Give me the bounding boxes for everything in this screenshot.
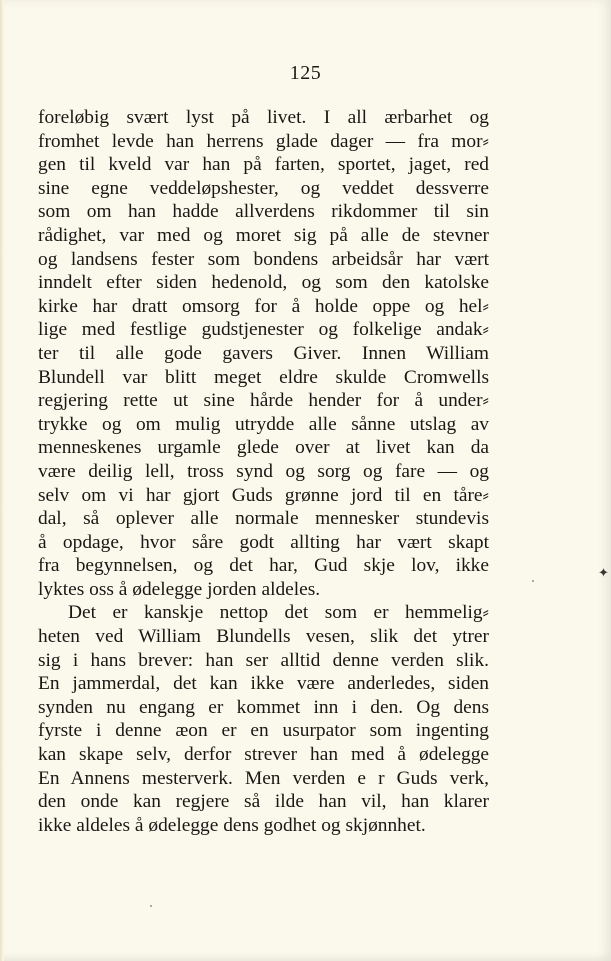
text-line: lyktes oss å ødelegge jorden aldeles.: [38, 578, 321, 600]
text-line: lige med festlige gudstjenester og folkelige andak⸗: [38, 319, 489, 341]
text-line: som om han hadde allverdens rikdommer til sin: [38, 201, 489, 223]
text-line: selv om vi har gjort Guds grønne jord til en tåre⸗: [38, 484, 489, 506]
page-number: 125: [289, 62, 322, 84]
text-line: å opdage, hvor såre godt allting har vært skapt: [38, 531, 489, 553]
text-line: foreløbig svært lyst på livet. I all ærbarhet og: [38, 107, 489, 128]
text-line: kirke har dratt omsorg for å holde oppe og hel⸗: [38, 295, 489, 317]
text-line: fyrste i denne æon er en usurpator som ingenting: [38, 720, 489, 742]
text-line: gen til kveld var han på farten, sportet, jaget, red: [38, 154, 489, 176]
text-line: den onde kan regjere så ilde han vil, han klarer: [38, 791, 489, 813]
text-line: sine egne veddeløpshester, og veddet dessverre: [38, 177, 489, 199]
text-line: regjering rette ut sine hårde hender for å under⸗: [38, 390, 489, 412]
text-line: Blundell var blitt meget eldre skulde Cromwells: [38, 366, 489, 388]
text-line: kan skape selv, derfor strever han med å ødelegge: [38, 744, 489, 766]
text-line: trykke og om mulig utrydde alle sånne utslag av: [38, 413, 489, 435]
text-line: Det er kanskje nettop det som er hemmelig⸗: [68, 602, 489, 624]
margin-speck-mark: ✦: [598, 566, 609, 581]
text-line: ikke aldeles å ødelegge dens godhet og skjønnhet.: [38, 814, 426, 836]
text-line: ter til alle gode gavers Giver. Innen William: [38, 342, 489, 364]
page-edge-shadow: [0, 0, 4, 961]
text-line: fromhet levde han herrens glade dager — fra mor⸗: [38, 130, 489, 152]
text-line: sig i hans brever: han ser alltid denne verden slik.: [38, 649, 489, 671]
text-line: dal, så oplever alle normale mennesker stundevis: [38, 508, 489, 530]
text-line: rådighet, var med og moret sig på alle de stevner: [38, 224, 489, 246]
text-line: synden nu engang er kommet inn i den. Og dens: [38, 696, 489, 718]
text-line: En jammerdal, det kan ikke være anderledes, siden: [38, 673, 489, 695]
text-line: være deilig lell, tross synd og sorg og fare — og: [38, 460, 489, 482]
text-line: En Annens mesterverk. Men verden e r Guds verk,: [38, 767, 489, 789]
text-line: heten ved William Blundells vesen, slik det ytrer: [38, 626, 489, 648]
text-line: inndelt efter siden hedenold, og som den katolske: [38, 272, 489, 294]
text-line: og landsens fester som bondens arbeidsår har vært: [38, 248, 489, 270]
paper-speck: [150, 905, 152, 907]
text-line: fra begynnelsen, og det har, Gud skje lov, ikke: [38, 555, 489, 577]
text-line: menneskenes urgamle glede over at livet kan da: [38, 437, 489, 459]
paper-speck: [532, 580, 534, 582]
body-text: [38, 106, 489, 837]
